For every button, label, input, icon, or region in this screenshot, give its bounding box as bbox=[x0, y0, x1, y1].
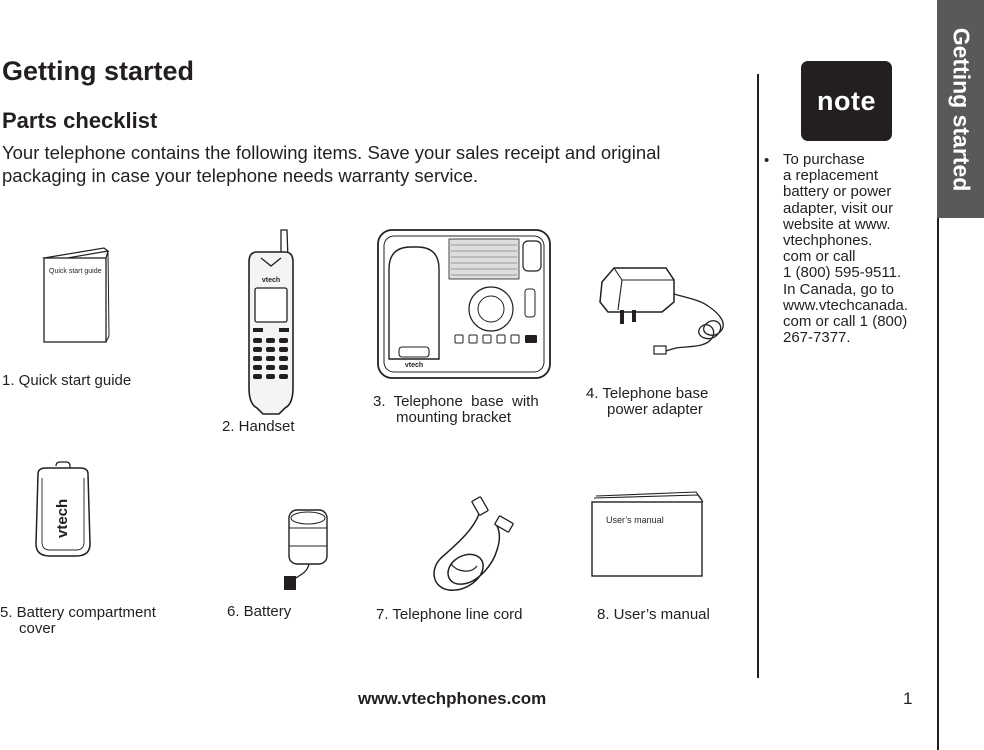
manual-label: User’s manual bbox=[606, 515, 664, 525]
note-line: battery or power bbox=[783, 183, 892, 201]
footer-url: www.vtechphones.com bbox=[358, 689, 547, 708]
note-line: 267-7377. bbox=[783, 329, 851, 347]
side-tab-label: Getting started bbox=[948, 27, 975, 191]
handset-brand: vtech bbox=[261, 277, 281, 284]
caption-battery-cover-line2: cover bbox=[19, 620, 56, 637]
intro-text: Your telephone contains the following items. Save your sales receipt and original packaging in case your telephone needs warranty service. bbox=[2, 142, 661, 186]
caption-telephone-base-line2: mounting bracket bbox=[396, 409, 512, 426]
battery-cover-brand: vtech bbox=[54, 498, 71, 538]
note-bullet: • bbox=[764, 152, 770, 169]
note-line: com or call 1 (800) bbox=[783, 313, 908, 331]
caption-power-adapter bbox=[586, 386, 736, 418]
note-line: www.vtechcanada. bbox=[783, 296, 909, 314]
handset-icon bbox=[241, 228, 301, 418]
page-title: Getting started bbox=[2, 56, 195, 86]
caption-telephone-base-line1: 3. Telephone base with bbox=[373, 393, 539, 410]
note-line: 1 (800) 595-9511. bbox=[783, 264, 902, 282]
page-number: 1 bbox=[903, 689, 913, 708]
base-brand: vtech bbox=[404, 362, 424, 369]
power-adapter-icon bbox=[596, 262, 734, 362]
caption-power-adapter-line2: power adapter bbox=[607, 401, 703, 418]
telephone-base-icon bbox=[377, 229, 551, 379]
caption-power-adapter-line1: 4. Telephone base bbox=[586, 385, 709, 402]
line-cord-icon bbox=[427, 494, 523, 596]
note-line: website at www. bbox=[783, 215, 891, 233]
caption-handset: 2. Handset bbox=[222, 418, 295, 435]
note-line: In Canada, go to bbox=[783, 280, 894, 298]
caption-telephone-base bbox=[373, 394, 563, 426]
caption-battery-cover bbox=[0, 605, 190, 637]
note-line: To purchase bbox=[783, 151, 865, 168]
note-line: vtechphones. bbox=[783, 232, 873, 250]
section-side-tab bbox=[937, 0, 984, 218]
caption-battery-cover-line1: 5. Battery compartment bbox=[0, 604, 156, 621]
battery-icon bbox=[281, 508, 331, 592]
note-line: adapter, visit our bbox=[783, 199, 894, 217]
caption-line-cord: 7. Telephone line cord bbox=[376, 606, 523, 623]
section-title: Parts checklist bbox=[2, 108, 158, 133]
note-line: com or call bbox=[783, 248, 856, 266]
booklet-label: Quick start guide bbox=[49, 268, 102, 275]
note-line: a replacement bbox=[783, 167, 879, 185]
right-edge-rule bbox=[937, 218, 939, 750]
caption-quick-start-guide: 1. Quick start guide bbox=[2, 372, 132, 389]
column-divider bbox=[757, 74, 759, 678]
caption-users-manual: 8. User’s manual bbox=[597, 606, 710, 623]
note-text bbox=[783, 152, 933, 346]
manual-icon bbox=[590, 490, 706, 578]
battery-cover-icon bbox=[32, 460, 94, 558]
booklet-icon bbox=[40, 248, 112, 344]
caption-battery: 6. Battery bbox=[227, 603, 292, 620]
note-badge: note bbox=[801, 61, 892, 141]
